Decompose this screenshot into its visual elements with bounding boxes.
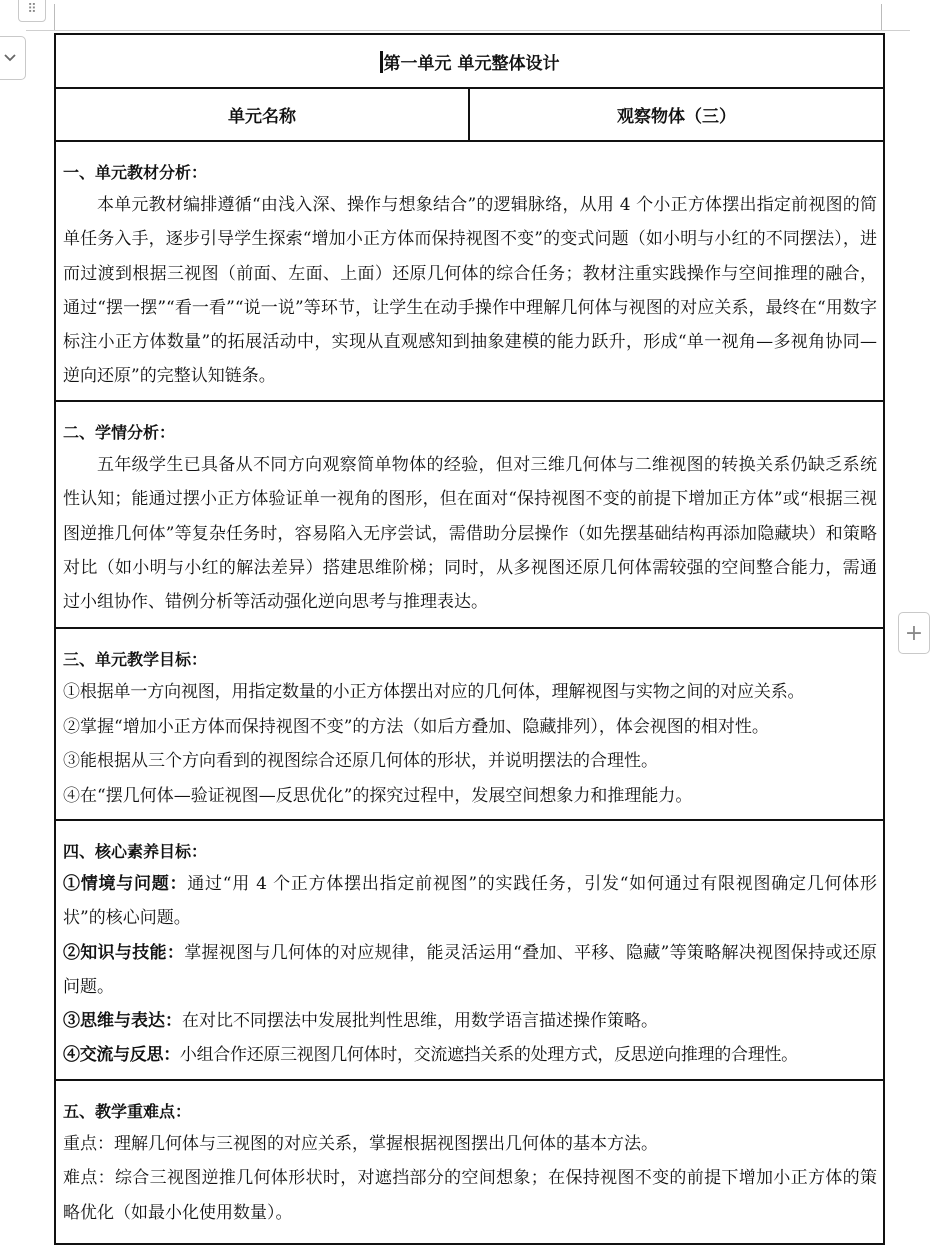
section-heading: 三、单元教学目标： <box>63 650 208 669</box>
drag-handle-icon[interactable]: ⠿ <box>18 0 46 22</box>
literacy-item-label: ①情境与问题： <box>63 874 188 894</box>
section-heading: 四、核心素养目标： <box>63 842 208 861</box>
section-heading: 一、单元教材分析： <box>63 163 208 182</box>
text-cursor <box>380 51 383 73</box>
unit-name-value-cell[interactable] <box>469 88 884 141</box>
literacy-item <box>63 1038 877 1073</box>
literacy-item <box>63 1004 877 1038</box>
core-literacy-cell[interactable] <box>55 820 884 1080</box>
add-block-button[interactable]: + <box>898 612 930 654</box>
goal-item: ②掌握“增加小正方体而保持视图不变”的方法（如后方叠加、隐藏排列），体会视图的相对性。 <box>63 716 769 737</box>
hard-point: 难点：综合三视图逆推几何体形状时，对遮挡部分的空间想象；在保持视图不变的前提下增加小正方体的策略优化（如最小化使用数量）。 <box>63 1168 878 1223</box>
section-heading: 五、教学重难点： <box>63 1102 192 1121</box>
collapse-button[interactable] <box>0 36 26 80</box>
page-margin-rule <box>26 30 910 31</box>
literacy-item-label: ③思维与表达： <box>63 1011 182 1032</box>
literacy-item-text: 小组合作还原三视图几何体时，交流遮挡关系的处理方式，反思逆向推理的合理性。 <box>179 1045 798 1066</box>
key-difficulty-cell[interactable] <box>55 1080 884 1244</box>
unit-design-table <box>54 33 885 1245</box>
literacy-item <box>63 867 877 936</box>
literacy-item-text: 通过“用 4 个正方体摆出指定前视图”的实践任务，引发“如何通过有限视图确定几何体形状”的核心问题。 <box>63 874 878 929</box>
section-heading: 二、学情分析： <box>63 423 176 442</box>
section-body: 五年级学生已具备从不同方向观察简单物体的经验，但对三维几何体与二维视图的转换关系仍缺乏系统性认知；能通过摆小正方体验证单一视角的图形，但在面对“保持视图不变的前提下增加正方体”或“根据三视图逆推几何体”等复杂任务时，容易陷入无序尝试，需借助分层操作（如先摆基础结构再添加隐藏块）和策略对比（如小明与小红的解法差异）搭建思维阶梯；同时，从多视图还原几何体需较强的空间整合能力，需通过小组协作、错例分析等活动强化逆向思考与推理表达。 <box>63 455 878 613</box>
literacy-item-label: ②知识与技能： <box>63 942 185 963</box>
literacy-item-label: ④交流与反思： <box>63 1045 180 1066</box>
literacy-item-text: 掌握视图与几何体的对应规律，能灵活运用“叠加、平移、隐藏”等策略解决视图保持或还原问题。 <box>63 942 878 997</box>
unit-name-label: 单元名称 <box>228 107 296 127</box>
key-point: 重点：理解几何体与三视图的对应关系，掌握根据视图摆出几何体的基本方法。 <box>63 1134 658 1154</box>
unit-name-label-cell[interactable] <box>55 88 469 141</box>
student-analysis-cell[interactable] <box>55 401 884 628</box>
chevron-down-icon <box>3 53 17 63</box>
page-title: 第一单元 单元整体设计 <box>383 53 560 74</box>
goal-item: ③能根据从三个方向看到的视图综合还原几何体的形状，并说明摆法的合理性。 <box>63 751 658 772</box>
margin-mark-right <box>881 4 882 30</box>
goal-item: ①根据单一方向视图，用指定数量的小正方体摆出对应的几何体，理解视图与实物之间的对应关系。 <box>63 682 805 702</box>
teaching-goals-cell[interactable] <box>55 628 884 820</box>
section-body: 本单元教材编排遵循“由浅入深、操作与想象结合”的逻辑脉络，从用 4 个小正方体摆出指定前视图的简单任务入手，逐步引导学生探索“增加小正方体而保持视图不变”的变式问题（如小明与小红的不同摆法），进而过渡到根据三视图（前面、左面、上面）还原几何体的综合任务；教材注重实践操作与空间推理的融合，通过“摆一摆”“看一看”“说一说”等环节，让学生在动手操作中理解几何体与视图的对应关系，最终在“用数字标注小正方体数量”的拓展活动中，实现从直观感知到抽象建模的能力跃升，形成“单一视角—多视角协同—逆向还原”的完整认知链条。 <box>63 195 878 387</box>
unit-name-value: 观察物体（三） <box>617 107 736 127</box>
margin-mark-left <box>54 4 55 30</box>
textbook-analysis-cell[interactable] <box>55 141 884 401</box>
literacy-item-text: 在对比不同摆法中发展批判性思维，用数学语言描述操作策略。 <box>182 1011 658 1032</box>
goal-item: ④在“摆几何体—验证视图—反思优化”的探究过程中，发展空间想象力和推理能力。 <box>63 786 693 807</box>
literacy-item <box>63 936 877 1005</box>
title-cell[interactable] <box>55 34 884 88</box>
